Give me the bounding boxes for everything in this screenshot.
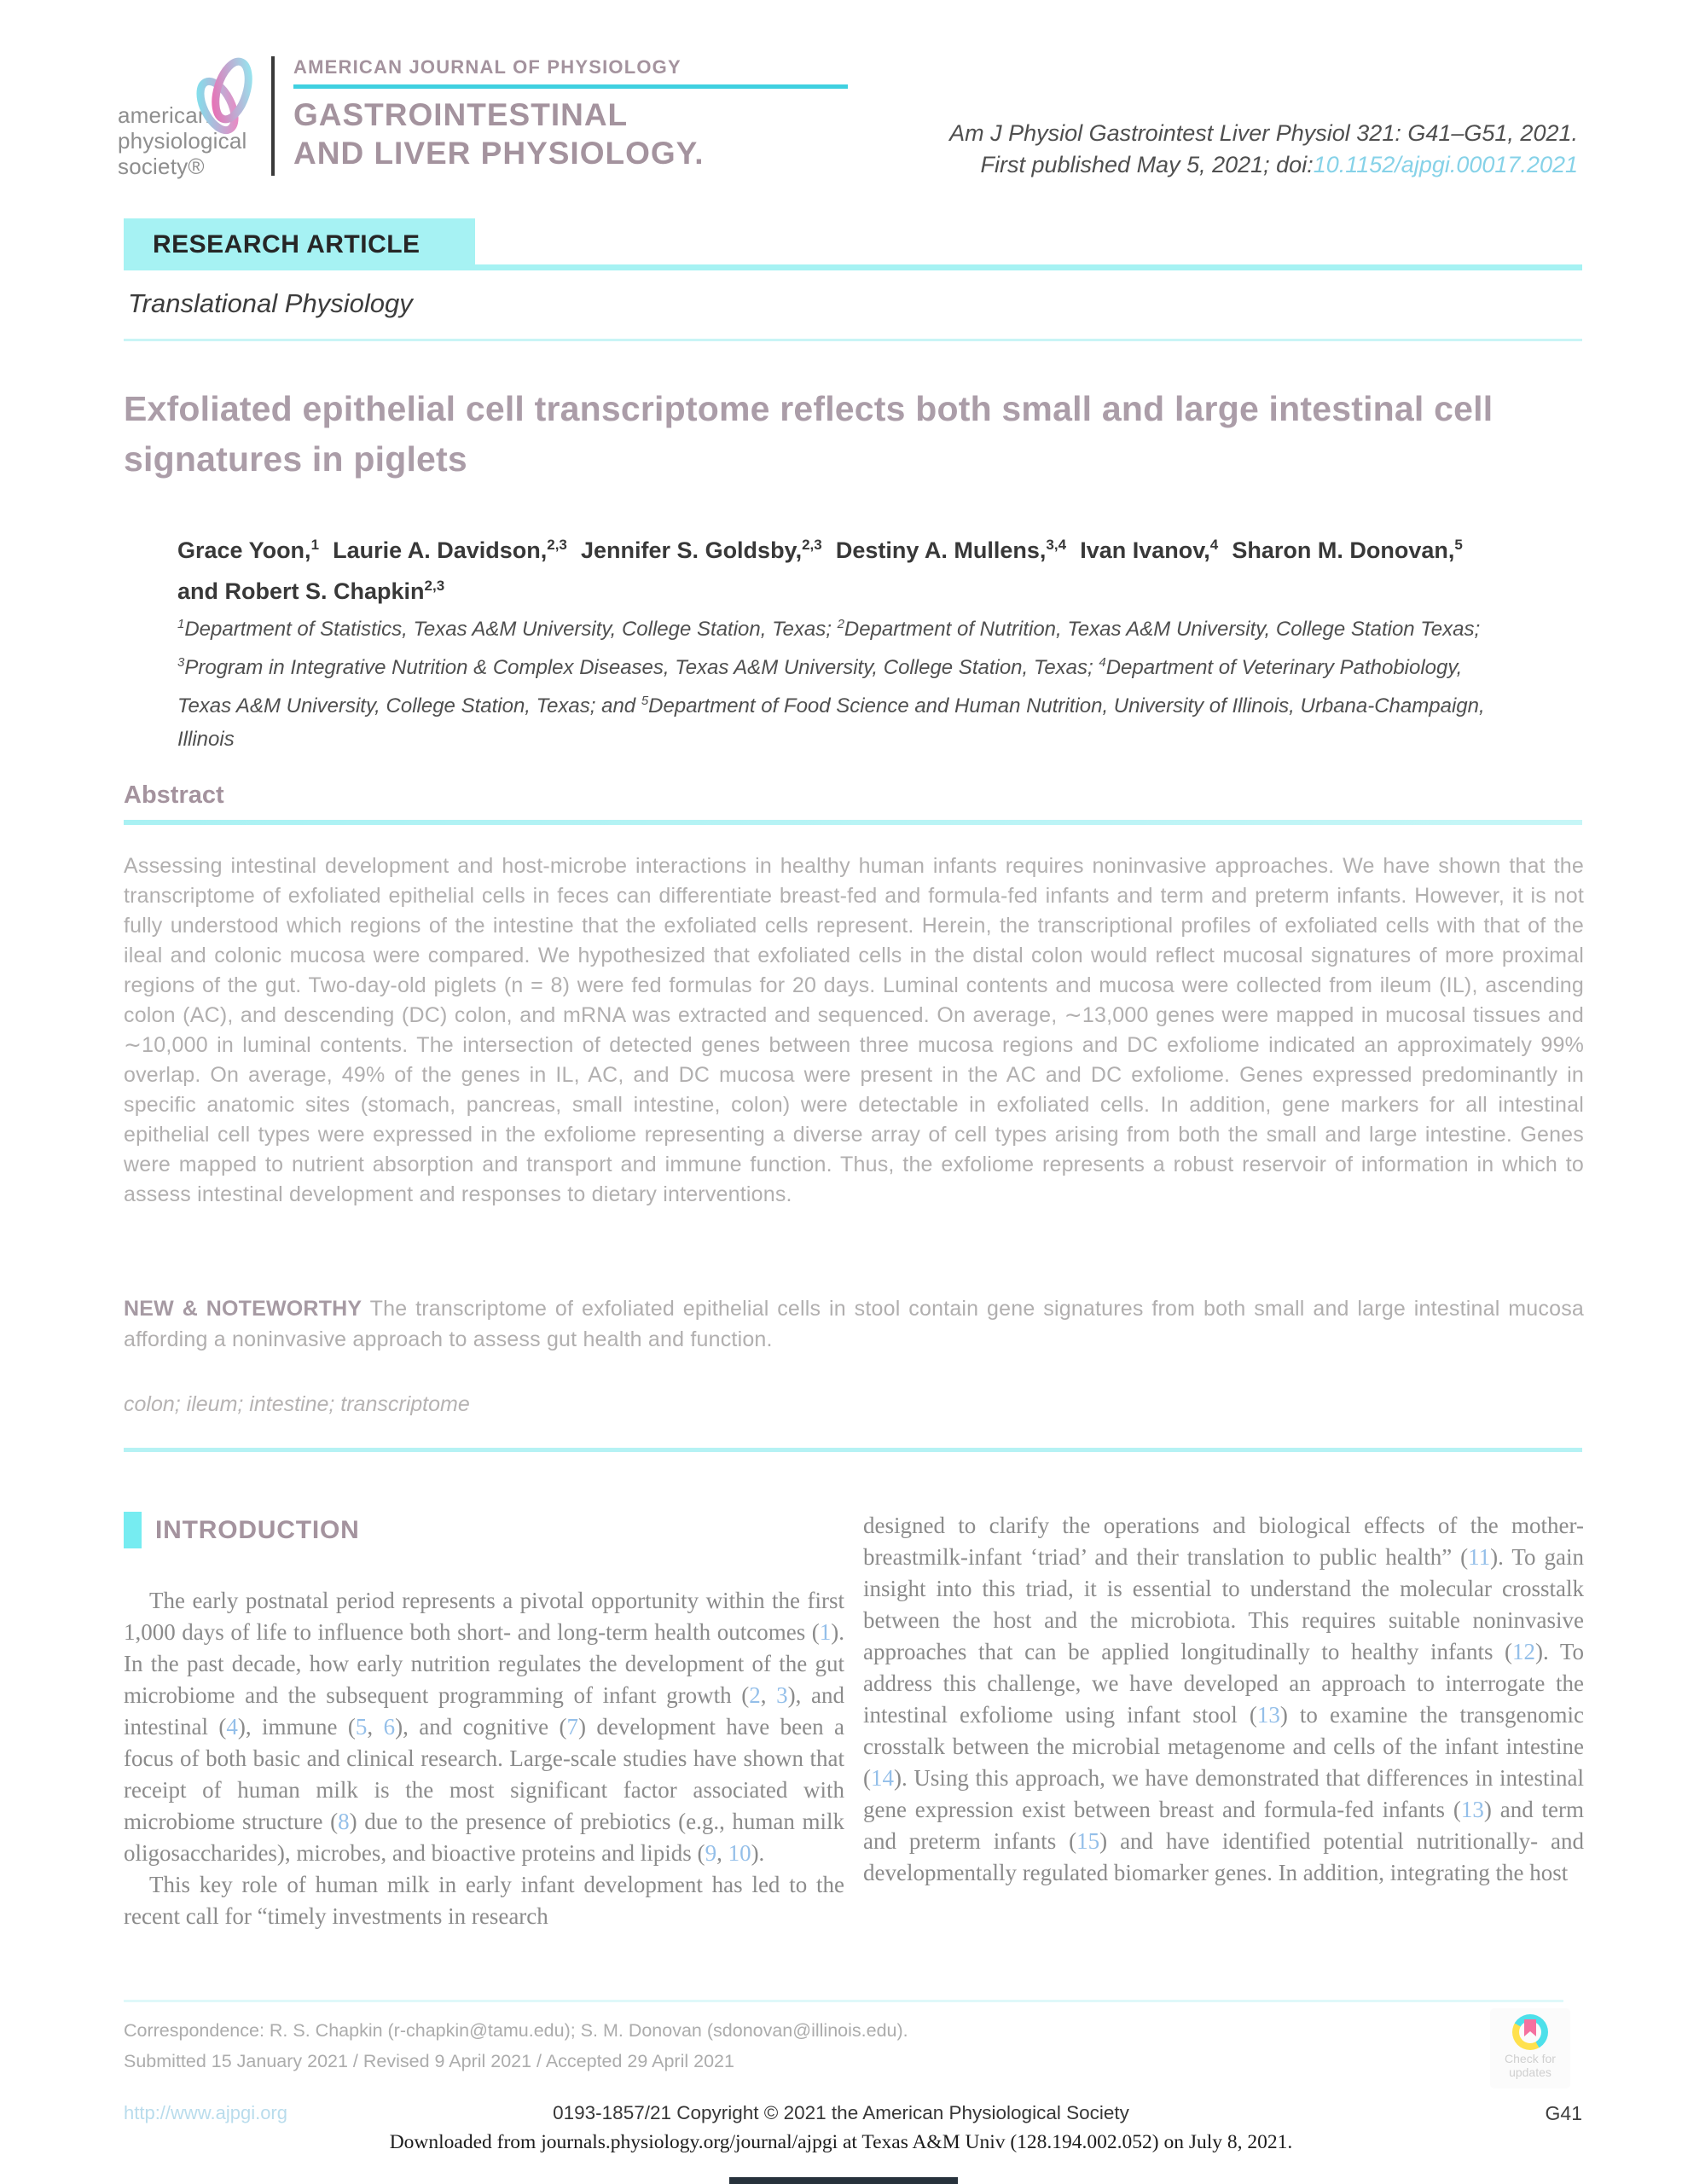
journal-name-line-1: GASTROINTESTINAL: [293, 97, 629, 132]
reference-link[interactable]: 8: [338, 1809, 350, 1834]
author: Sharon M. Donovan,$^5$: [1232, 537, 1463, 563]
introduction-column-right: [863, 1510, 1584, 1889]
page-number: G41: [1545, 2102, 1582, 2124]
reference-link[interactable]: 1: [819, 1619, 832, 1645]
noteworthy-text: The transcriptome of exfoliated epithelial cells in stool contain gene signatures from both small and large intestinal mucosa affording a noninvasive approach to assess gut health and function.: [124, 1297, 1584, 1351]
article-title: Exfoliated epithelial cell transcriptome reflects both small and large intestinal cell signatures in piglets: [124, 389, 1494, 479]
abstract-text: Assessing intestinal development and host-microbe interactions in healthy human infants requires noninvasive approaches. We have shown that the transcriptome of exfoliated epithelial cells in feces can differentiate breast-fed and formula-fed infants and term and preterm infants. However, it is not fully understood which regions of the intestine that the exfoliated cells represent. Herein, the transcriptional profiles of exfoliated cells with that of the ileal and colonic mucosa were compared. We hypothesized that exfoliated cells in the distal colon would reflect mucosal signatures of more proximal regions of the gut. Two-day-old piglets (n = 8) were fed formulas for 20 days. Luminal contents and mucosa were collected from ileum (IL), ascending colon (AC), and descending (DC) colon, and mRNA was extracted and sequenced. On average, ∼13,000 genes were mapped in mucosal tissues and ∼10,000 in luminal contents. The intersection of detected genes between three mucosa regions and DC exfoliome indicated an approximately 99% overlap. On average, 49% of the genes in IL, AC, and DC mucosa were present in the AC and DC exfoliome. Genes expressed predominantly in specific anatomic sites (stomach, pancreas, small intestine, colon) were detectable in exfoliated cells. In addition, gene markers for all intestinal epithelial cell types were expressed in the exfoliome representing a diverse array of cell types arising from both the small and large intestine. Genes were mapped to nutrient absorption and transport and immune function. Thus, the exfoliome represents a robust reservoir of information in which to assess intestinal development and responses to dietary interventions.: [124, 854, 1584, 1206]
author: Destiny A. Mullens,$^{3,4}$: [835, 537, 1067, 563]
header-divider: [271, 56, 275, 176]
footer-rule: [124, 2000, 1563, 2002]
badge-caption-line-2: updates: [1509, 2065, 1552, 2079]
introduction-heading: INTRODUCTION: [155, 1516, 360, 1544]
affiliation: $^2$Department of Nutrition, Texas A&M University, College Station Texas;: [837, 617, 1481, 641]
check-for-updates-badge[interactable]: [1490, 2008, 1570, 2088]
author: Jennifer S. Goldsby,$^{2,3}$: [581, 537, 822, 563]
section-label: Translational Physiology: [128, 288, 413, 318]
reference-link[interactable]: 11: [1468, 1544, 1491, 1570]
citation-block: [949, 118, 1578, 181]
reference-link[interactable]: 7: [566, 1714, 578, 1740]
citation-line-1: Am J Physiol Gastrointest Liver Physiol 321: G41–G51, 2021.: [949, 120, 1578, 146]
society-line-3: society®: [118, 154, 205, 179]
intro-paragraph: designed to clarify the operations and biological effects of the mother-breastmilk-infant ‘triad’ and their translation to public health” (11). To gain insight into this triad, it is essential to understand the molecular crosstalk between the host and the microbiota. This requires suitable noninvasive approaches that can be applied longitudinally to healthy infants (12). To address this challenge, we have developed an approach to interrogate the intestinal exfoliome using infant stool (13) to examine the transgenomic crosstalk between the microbial metagenome and cells of the infant intestine (14). Using this approach, we have demonstrated that differences in intestinal gene expression exist between breast and formula-fed infants (13) and term and preterm infants (15) and have identified potential nutritionally- and developmentally regulated biomarker genes. In addition, integrating the host: [863, 1513, 1585, 1885]
reference-link[interactable]: 2: [749, 1682, 761, 1708]
reference-link[interactable]: 14: [871, 1765, 894, 1791]
journal-kicker: AMERICAN JOURNAL OF PHYSIOLOGY: [293, 56, 682, 78]
affiliation: $^3$Program in Integrative Nutrition & Complex Diseases, Texas A&M University, College Station, Texas;: [177, 655, 1099, 679]
citation-published: First published May 5, 2021; doi:: [980, 152, 1314, 177]
badge-caption-line-1: Check for: [1505, 2052, 1556, 2065]
download-provenance-line: Downloaded from journals.physiology.org/journal/ajpgi at Texas A&M Univ (128.194.002.052) on July 8, 2021.: [389, 2131, 1293, 2153]
author: and Robert S. Chapkin$^{2,3}$: [177, 578, 445, 604]
section-marker-icon: [124, 1512, 142, 1548]
author-list: [177, 527, 1474, 609]
reference-link[interactable]: 10: [728, 1840, 751, 1866]
society-line-2: physiological: [118, 128, 247, 154]
viewer-scrollbar[interactable]: [729, 2177, 958, 2184]
noteworthy-paragraph: [124, 1293, 1584, 1355]
correspondence-line: Correspondence: R. S. Chapkin (r-chapkin@tamu.edu); S. M. Donovan (sdonovan@illinois.edu).: [124, 2020, 908, 2041]
intro-paragraph: The early postnatal period represents a pivotal opportunity within the first 1,000 days of life to influence both short- and long-term health outcomes (1). In the past decade, how early nutrition regulates the development of the gut microbiome and the subsequent programming of infant growth (2, 3), and intestinal (4), immune (5, 6), and cognitive (7) development have been a focus of both basic and clinical research. Large-scale studies have shown that receipt of human milk is the most significant factor associated with microbiome structure (8) due to the presence of prebiotics (e.g., human milk oligosaccharides), microbes, and bioactive proteins and lipids (9, 10).: [124, 1588, 845, 1866]
reference-link[interactable]: 15: [1076, 1828, 1100, 1854]
footer-notes: [124, 2015, 908, 2077]
reference-link[interactable]: 6: [383, 1714, 396, 1740]
research-article-banner: [124, 218, 475, 270]
doi-link[interactable]: 10.1152/ajpgi.00017.2021: [1313, 152, 1578, 177]
author: Ivan Ivanov,$^4$: [1080, 537, 1219, 563]
reference-link[interactable]: 13: [1256, 1702, 1280, 1728]
research-article-label: RESEARCH ARTICLE: [153, 230, 420, 258]
author: Laurie A. Davidson,$^{2,3}$: [333, 537, 567, 563]
submission-history-line: Submitted 15 January 2021 / Revised 9 April 2021 / Accepted 29 April 2021: [124, 2051, 734, 2071]
section-rule: [124, 339, 1582, 341]
journal-masthead: [293, 56, 848, 172]
banner-rule: [475, 264, 1582, 270]
body-separator-rule: [124, 1448, 1582, 1452]
affiliation: $^5$Department of Food Science and Human Nutrition, University of Illinois, Urbana-Champaign, Illinois: [177, 694, 1485, 751]
society-line-1: american: [118, 102, 211, 128]
affiliation-list: [177, 607, 1491, 756]
journal-name-line-2: AND LIVER PHYSIOLOGY.: [293, 136, 705, 171]
noteworthy-label: NEW & NOTEWORTHY: [124, 1297, 362, 1321]
copyright-line: 0193-1857/21 Copyright © 2021 the American Physiological Society: [553, 2102, 1129, 2123]
introduction-column-left: [124, 1585, 844, 1932]
journal-url-link[interactable]: http://www.ajpgi.org: [124, 2102, 287, 2123]
affiliation: $^1$Department of Statistics, Texas A&M University, College Station, Texas;: [177, 617, 838, 641]
reference-link[interactable]: 9: [705, 1840, 717, 1866]
reference-link[interactable]: 12: [1512, 1639, 1536, 1664]
citation-line-2: [949, 149, 1578, 181]
affiliation: $^4$Department of Veterinary Pathobiology, Texas A&M University, College Station, Texas; and: [177, 655, 1463, 717]
reference-link[interactable]: 13: [1460, 1797, 1484, 1822]
abstract-heading: Abstract: [124, 781, 224, 809]
aps-ribbon-logo-icon: [193, 49, 256, 150]
reference-link[interactable]: 3: [776, 1682, 788, 1708]
intro-paragraph: This key role of human milk in early infant development has led to the recent call for “timely investments in research: [124, 1872, 844, 1929]
abstract-rule: [124, 820, 1582, 825]
keywords: colon; ileum; intestine; transcriptome: [124, 1392, 470, 1416]
reference-link[interactable]: 5: [355, 1714, 368, 1740]
author: Grace Yoon,$^1$: [177, 537, 320, 563]
check-updates-icon: [1512, 2014, 1548, 2050]
reference-link[interactable]: 4: [226, 1714, 238, 1740]
journal-rule: [293, 84, 848, 89]
